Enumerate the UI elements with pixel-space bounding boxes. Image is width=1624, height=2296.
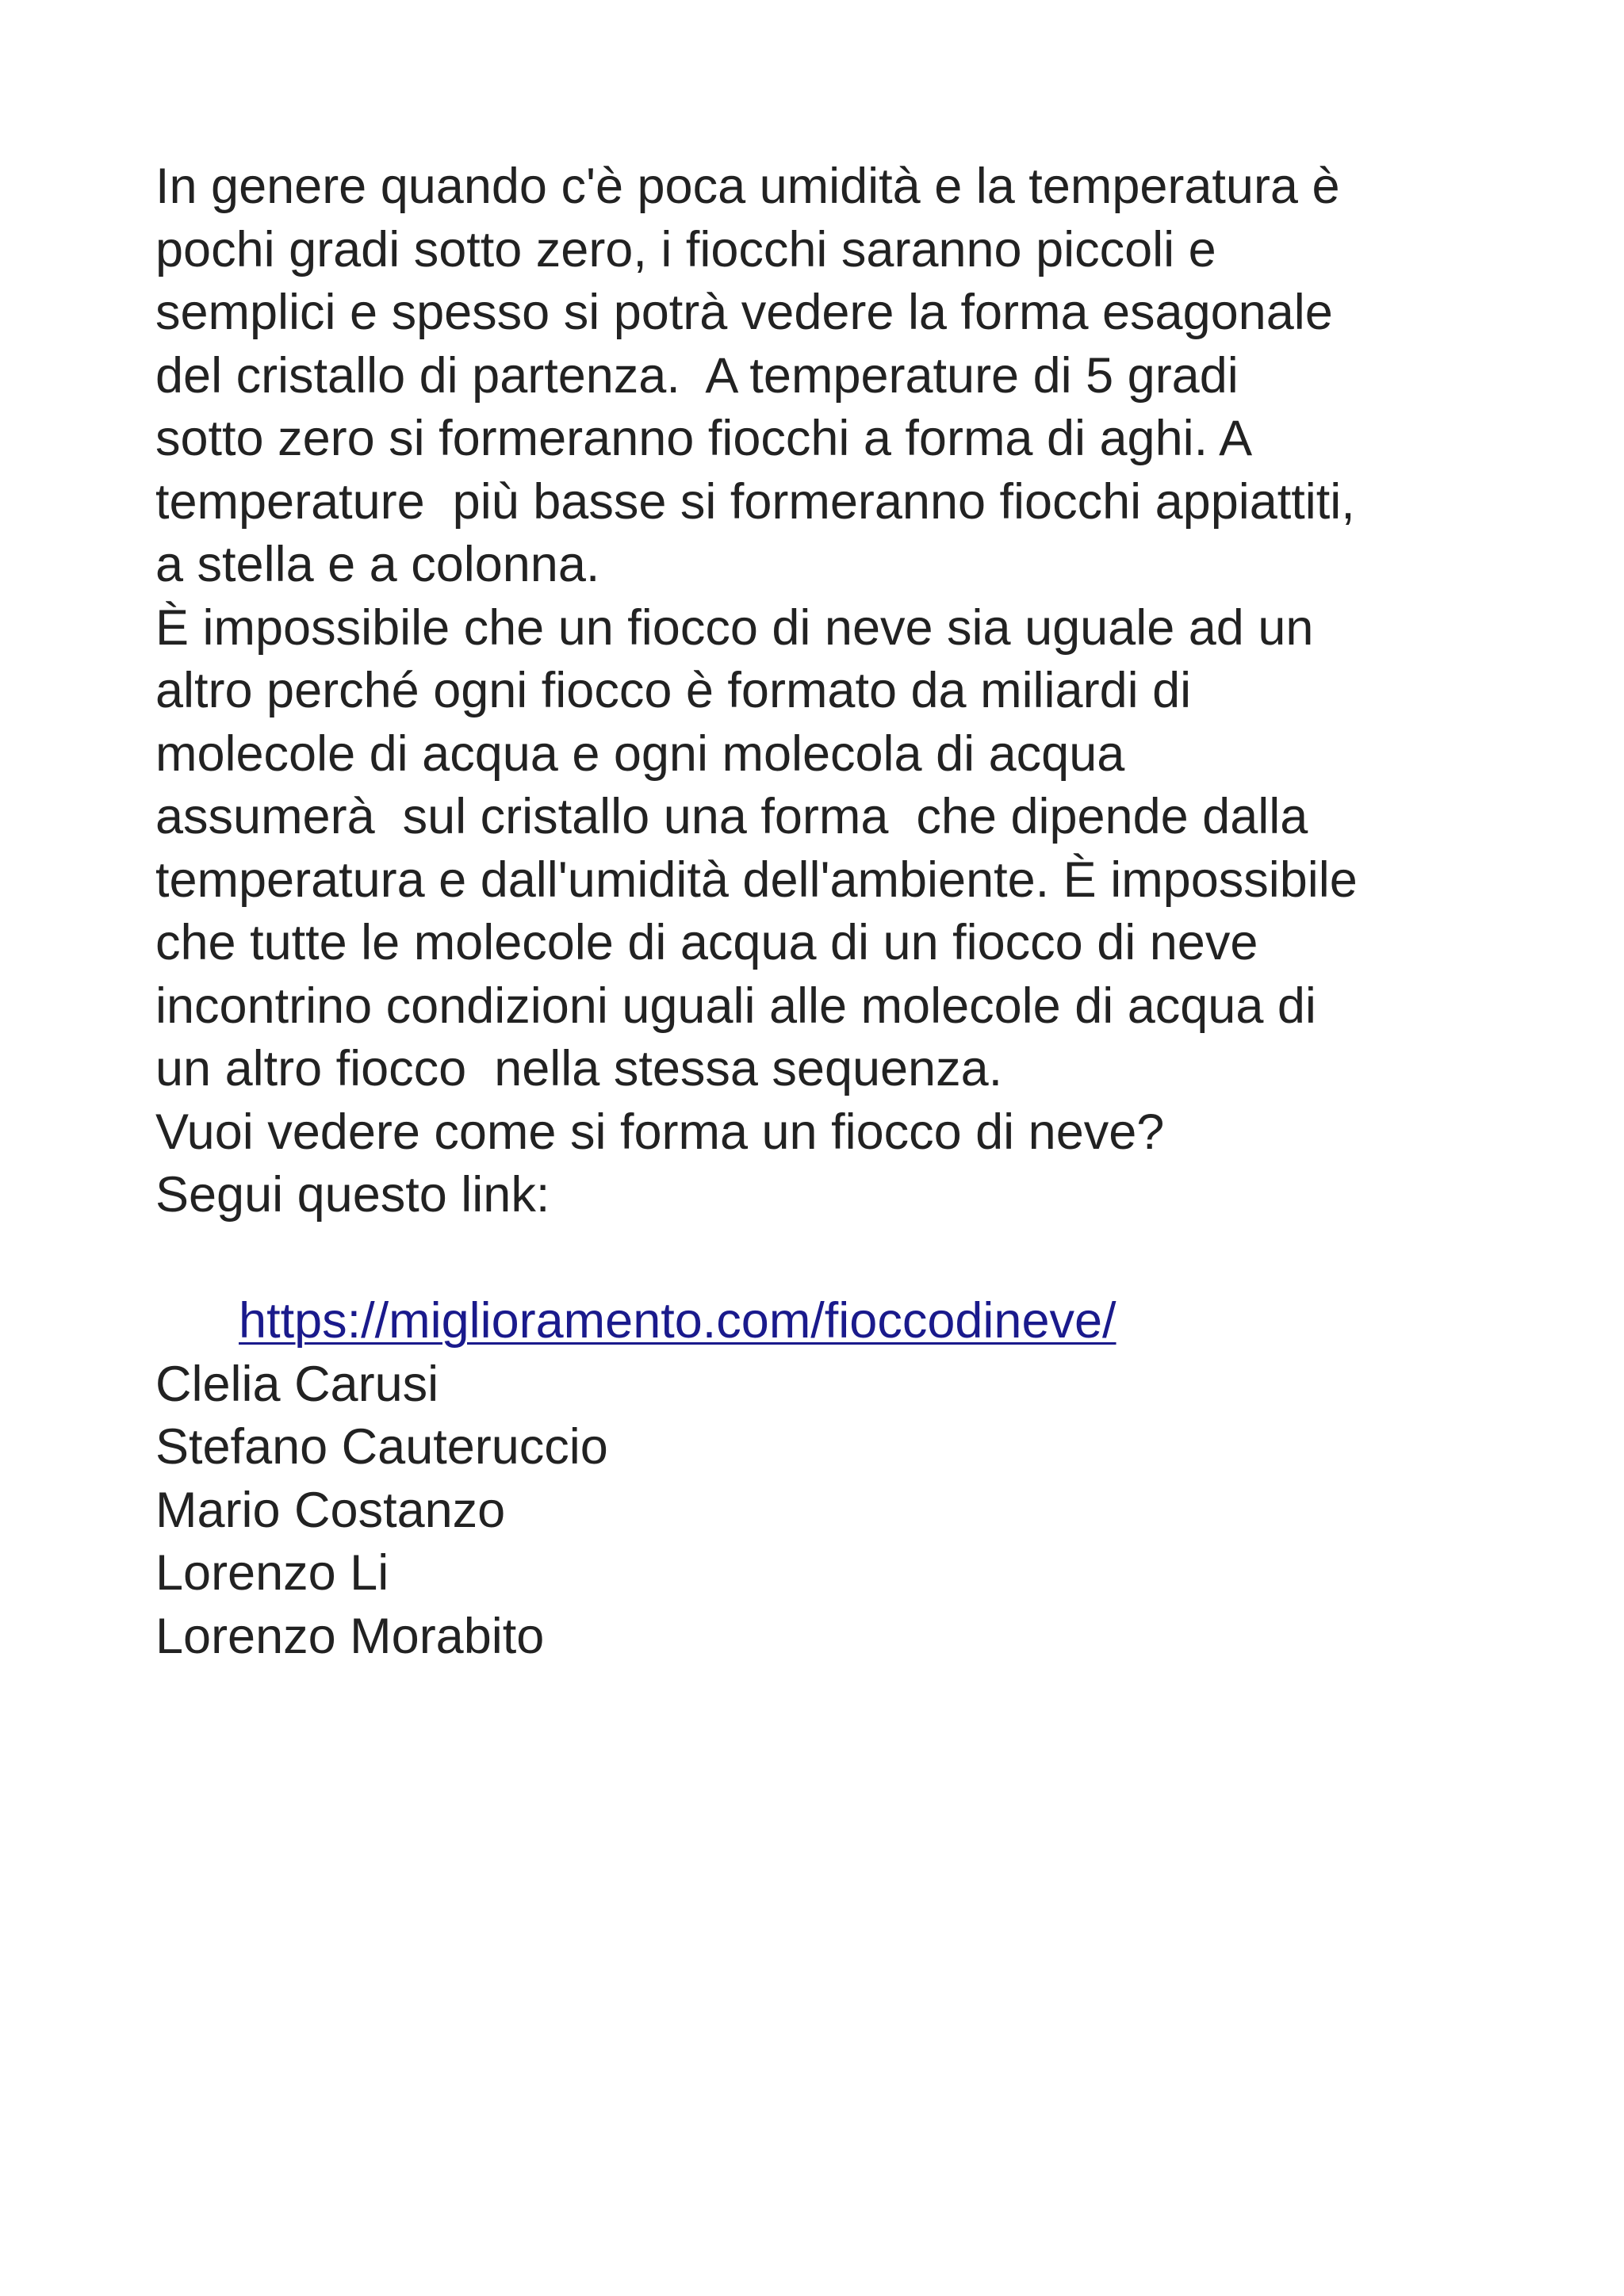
author-name: Mario Costanzo (155, 1482, 506, 1538)
document-body (155, 155, 1519, 1668)
paragraph-temperature (155, 155, 1519, 597)
text-line: semplici e spesso si potrà vedere la forma esagonale (155, 285, 1333, 340)
snowflake-link[interactable]: https://miglioramento.com/fioccodineve/ (239, 1293, 1116, 1349)
text-line: incontrino condizioni uguali alle molecole di acqua di (155, 978, 1316, 1034)
text-line: temperatura e dall'umidità dell'ambiente. È impossibile (155, 851, 1358, 908)
text-line: pochi gradi sotto zero, i fiocchi saranno piccoli e (155, 221, 1216, 277)
text-line: altro perché ogni fiocco è formato da miliardi di (155, 663, 1192, 718)
text-line: In genere quando c'è poca umidità e la temperatura è (155, 159, 1340, 214)
text-line: un altro fiocco nella stessa sequenza. (155, 1041, 1003, 1096)
text-line: temperature più basse si formeranno fiocchi appiattiti, (155, 473, 1355, 530)
text-line: a stella e a colonna. (155, 537, 600, 592)
text-line: molecole di acqua e ogni molecola di acqua (155, 725, 1125, 782)
author-name: Stefano Cauteruccio (155, 1419, 608, 1475)
text-line: assumerà sul cristallo una forma che dipende dalla (155, 789, 1308, 844)
author-name: Lorenzo Li (155, 1545, 389, 1601)
authors-list (155, 1353, 1519, 1669)
link-intro-text: Segui questo link: (155, 1167, 550, 1223)
question-text: Vuoi vedere come si forma un fiocco di neve? (155, 1104, 1165, 1160)
text-line: sotto zero si formeranno fiocchi a forma di aghi. A (155, 411, 1253, 466)
link-line (155, 1227, 1519, 1349)
paragraph-uniqueness (155, 597, 1519, 1101)
text-line: È impossibile che un fiocco di neve sia uguale ad un (155, 599, 1314, 656)
author-name: Clelia Carusi (155, 1356, 439, 1412)
author-name: Lorenzo Morabito (155, 1608, 545, 1664)
text-line: che tutte le molecole di acqua di un fiocco di neve (155, 915, 1258, 970)
text-line: del cristallo di partenza. A temperature di 5 gradi (155, 347, 1239, 404)
